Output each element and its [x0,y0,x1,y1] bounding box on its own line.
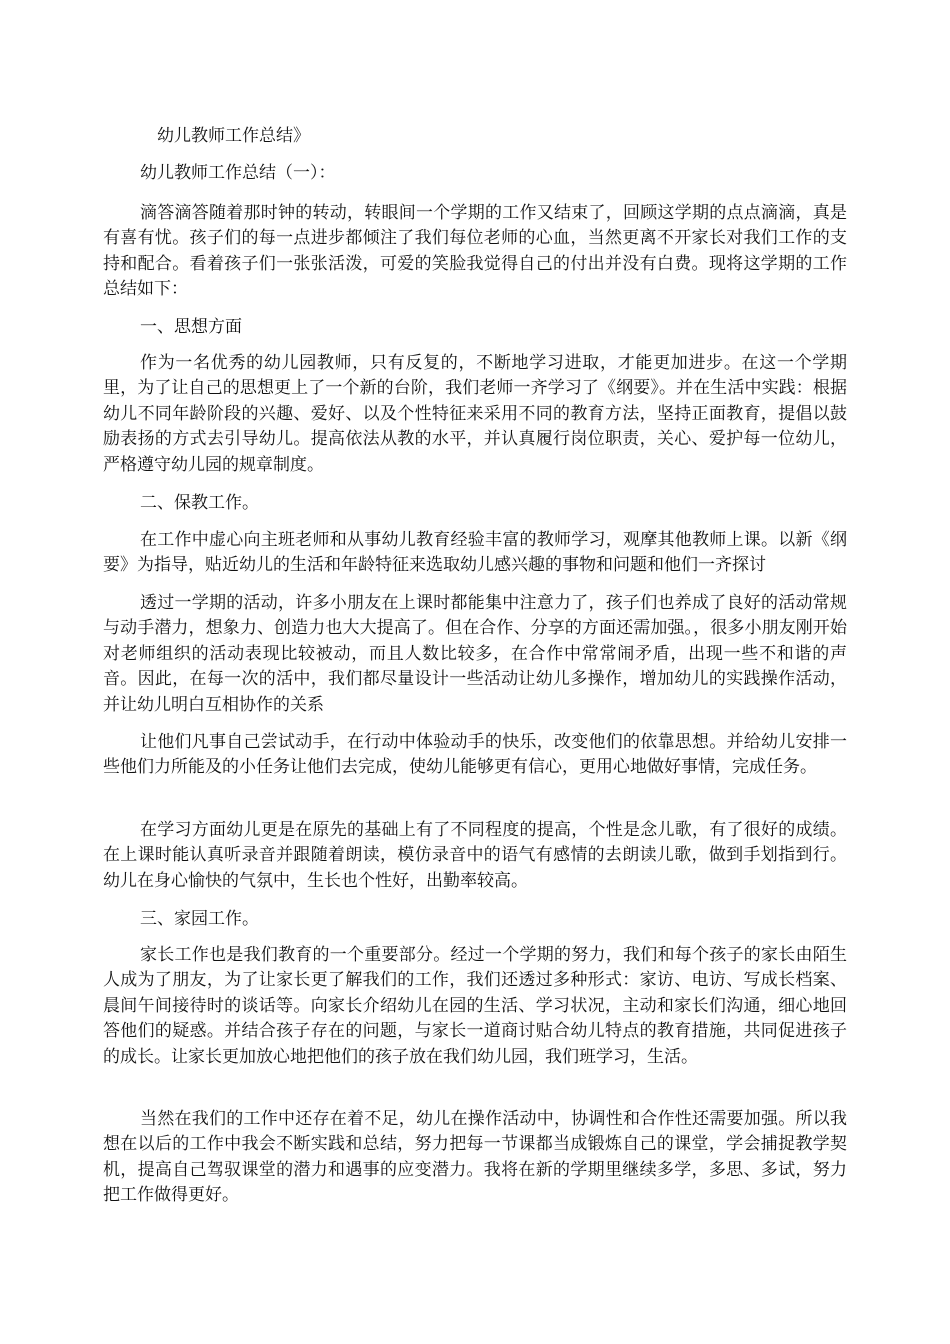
paragraph-care-2: 透过一学期的活动，许多小朋友在上课时都能集中注意力了，孩子们也养成了良好的活动常规与动手潜力，想象力、创造力也大大提高了。但在合作、分享的方面还需加强。，很多小朋友刚开始对老师组织的活动表现比较被动，而且人数比较多，在合作中常常闹矛盾，出现一些不和谐的声音。因此，在每一次的活中，我们都尽量设计一些活动让幼儿多操作，增加幼儿的实践操作活动，并让幼儿明白互相协作的关系 [103,593,847,715]
section-heading-home: 三、家园工作。 [140,909,259,929]
paragraph-care-1: 在工作中虚心向主班老师和从事幼儿教育经验丰富的教师学习，观摩其他教师上课。以新《纲要》为指导，贴近幼儿的生活和年龄特征来选取幼儿感兴趣的事物和问题和他们一齐探讨 [103,530,847,576]
paragraph-thought: 作为一名优秀的幼儿园教师，只有反复的，不断地学习进取，才能更加进步。在这一个学期里，为了让自己的思想更上了一个新的台阶，我们老师一齐学习了《纲要》。并在生活中实践：根据幼儿不同年龄阶段的兴趣、爱好、以及个性特征来采用不同的教育方法，坚持正面教育，提倡以鼓励表扬的方式去引导幼儿。提高依法从教的水平，并认真履行岗位职责，关心、爱护每一位幼儿，严格遵守幼儿园的规章制度。 [103,353,847,475]
document-title: 幼儿教师工作总结》 [157,126,310,146]
paragraph-closing: 当然在我们的工作中还存在着不足，幼儿在操作活动中，协调性和合作性还需要加强。所以我想在以后的工作中我会不断实践和总结，努力把每一节课都当成锻炼自己的课堂，学会捕捉教学契机，提高自己驾驭课堂的潜力和遇事的应变潜力。我将在新的学期里继续多学，多思、多试，努力把工作做得更好。 [103,1109,847,1206]
paragraph-care-3: 让他们凡事自己尝试动手，在行动中体验动手的快乐，改变他们的依靠思想。并给幼儿安排一些他们力所能及的小任务让他们去完成，使幼儿能够更有信心，更用心地做好事情，完成任务。 [103,732,847,778]
paragraph-care-4: 在学习方面幼儿更是在原先的基础上有了不同程度的提高，个性是念儿歌，有了很好的成绩。在上课时能认真听录音并跟随着朗读，模仿录音中的语气有感情的去朗读儿歌，做到手划指到行。幼儿在身心愉快的气氛中，生长也个性好，出勤率较高。 [103,820,847,891]
paragraph-home: 家长工作也是我们教育的一个重要部分。经过一个学期的努力，我们和每个孩子的家长由陌生人成为了朋友，为了让家长更了解我们的工作，我们还透过多种形式：家访、电访、写成长档案、晨间午间接待时的谈话等。向家长介绍幼儿在园的生活、学习状况，主动和家长们沟通，细心地回答他们的疑惑。并结合孩子存在的问题，与家长一道商讨贴合幼儿特点的教育措施，共同促进孩子的成长。让家长更加放心地把他们的孩子放在我们幼儿园，我们班学习，生活。 [103,945,847,1067]
document-subtitle: 幼儿教师工作总结（一）： [140,163,336,183]
section-heading-care: 二、保教工作。 [140,493,259,513]
paragraph-intro: 滴答滴答随着那时钟的转动，转眼间一个学期的工作又结束了，回顾这学期的点点滴滴，真是有喜有忧。孩子们的每一点进步都倾注了我们每位老师的心血，当然更离不开家长对我们工作的支持和配合。看着孩子们一张张活泼，可爱的笑脸我觉得自己的付出并没有白费。现将这学期的工作总结如下： [103,203,847,300]
section-heading-thought: 一、思想方面 [140,317,242,337]
